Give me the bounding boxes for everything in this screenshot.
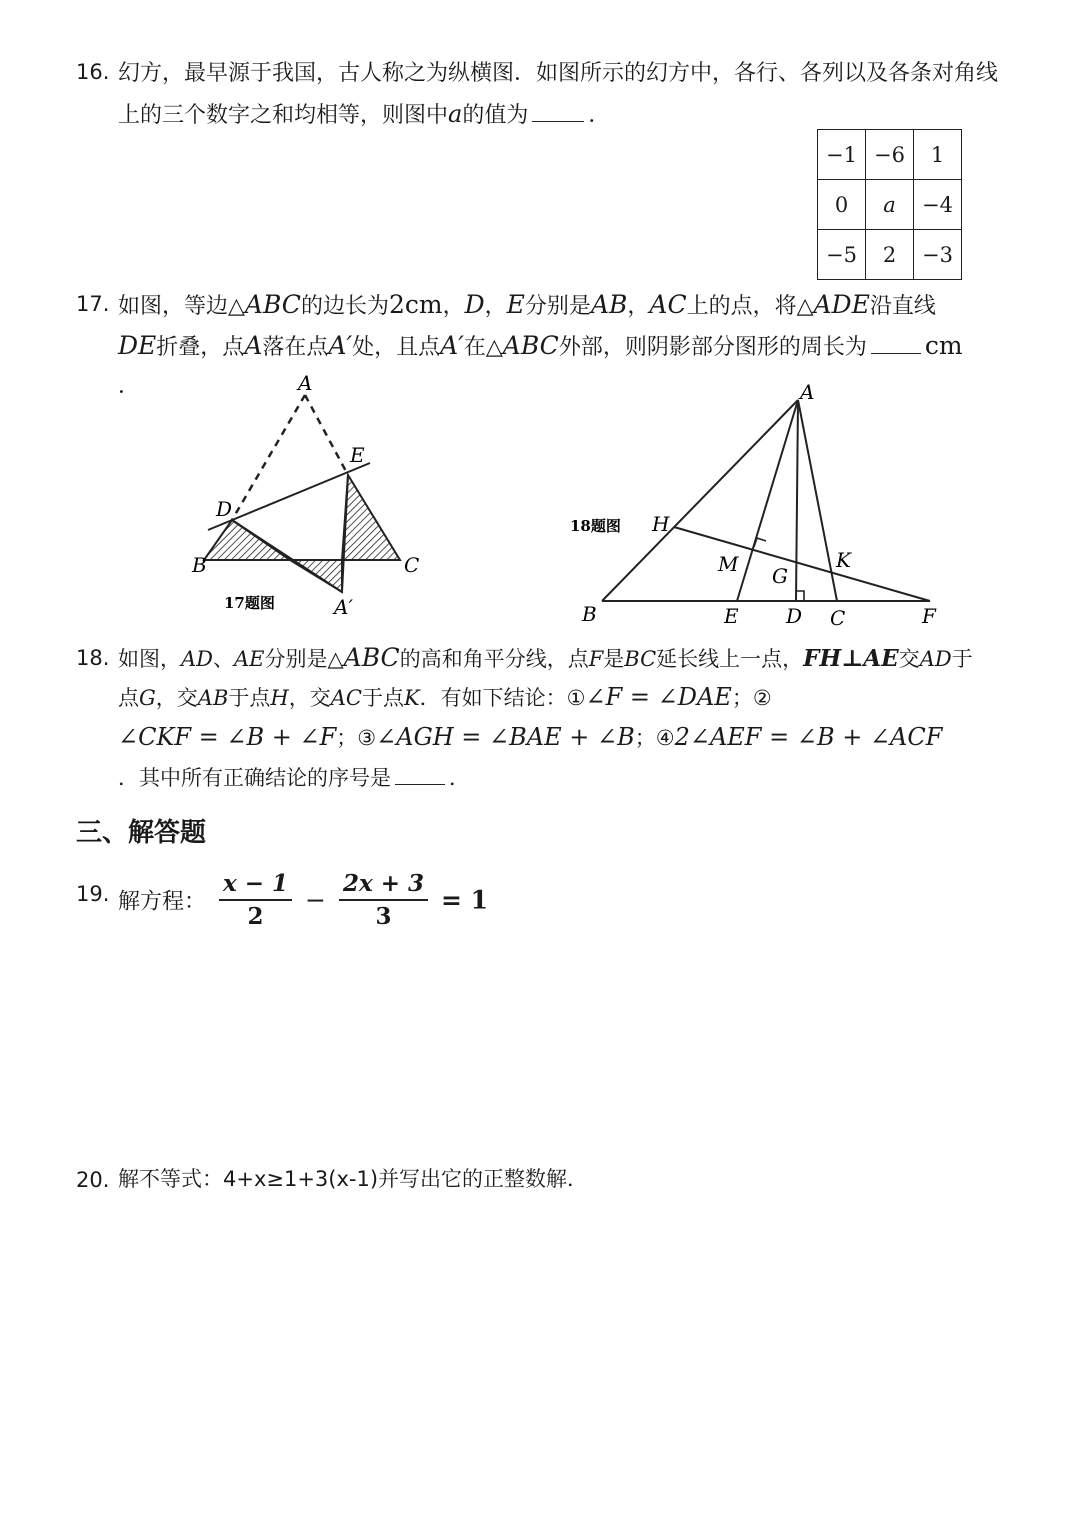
altitude-ad [796,400,798,601]
label-k: K [836,548,851,572]
label-e: E [350,443,365,467]
right-angle-mark-d [796,591,804,601]
q18-var: AC [330,686,362,710]
q18-var: AD [181,647,214,671]
magic-cell: −4 [914,180,962,230]
label-c: C [404,553,420,577]
equation-rhs: = 1 [441,885,489,915]
q17-text: ， [484,294,507,319]
label-f: F [922,604,936,628]
q17-line2 [118,325,963,368]
q18-text: 于 [951,647,973,671]
q18-math: ABC [343,643,400,672]
q17-text: 在△ [463,335,503,360]
q20-number: 20. [76,1168,110,1192]
q17-math: A [244,331,263,360]
label-e: E [724,604,739,628]
fraction-1-denominator: 2 [247,903,264,930]
q18-text: 、 [213,647,235,671]
q19-number: 19. [76,882,110,906]
q18-conclusion-4: 2∠AEF = ∠B + ∠ACF [674,723,943,751]
q18-var: BC [624,647,657,671]
figure-17 [180,370,440,620]
q18-conclusion-3: ∠AGH = ∠BAE + ∠B [376,723,635,751]
q18-var: AE [234,647,265,671]
q17-line1 [118,284,936,327]
label-h: H [652,512,670,536]
q18-line2 [118,677,772,719]
q17-math: ADE [813,290,870,319]
q18-var: AD [919,647,952,671]
q17-math: D [464,290,485,319]
label-d: D [786,604,803,628]
q18-var: K [403,686,420,710]
magic-cell: 1 [914,130,962,180]
q17-text: 处，且点 [352,335,441,360]
q18-text: ，交 [288,686,331,710]
q17-math: DE [118,331,157,360]
q18-line3 [118,717,942,759]
q18-text: ．其中所有正确结论的序号是 [118,766,391,790]
q17-number: 17. [76,292,110,316]
q18-text: 于点 [228,686,271,710]
q17-math: E [506,290,525,319]
magic-cell: −5 [818,230,866,280]
q18-line1 [118,637,973,680]
q17-text: 外部，则阴影部分图形的周长为 [558,335,867,360]
magic-cell: −6 [866,130,914,180]
label-b: B [192,553,207,577]
q16-line2 [118,94,610,136]
q18-text: 的高和角平分线，点 [399,647,589,671]
label-d: D [216,497,233,521]
q17-unit: cm [924,331,963,360]
q17-math: ABC [244,290,301,319]
q18-line4 [118,758,470,799]
magic-square [817,129,962,280]
q18-text: ；③ [336,726,377,750]
magic-cell: −1 [818,130,866,180]
q18-math: FH⊥AE [803,645,899,672]
q18-end: ． [449,766,470,790]
fraction-1-numerator: x − 1 [219,870,292,901]
q16-line2-post: 的值为 [462,103,529,128]
magic-cell: 0 [818,180,866,230]
q18-conclusion-1: ∠F = ∠DAE [585,683,732,711]
q18-text: 延长线上一点， [656,647,804,671]
q18-var: G [139,686,156,710]
fraction-2-denominator: 3 [375,903,392,930]
q17-math: AB [590,290,628,319]
q18-var: F [588,647,604,671]
label-g: G [772,564,788,588]
right-angle-mark-m [754,538,766,547]
magic-cell: −3 [914,230,962,280]
q18-text: ，交 [155,686,198,710]
q16-end: ． [588,103,611,128]
label-m: M [718,552,739,576]
q16-line1: 幻方，最早源于我国，古人称之为纵横图．如图所示的幻方中，各行、各列以及各条对角线 [118,61,999,86]
side-ac [798,400,837,601]
q17-text: 落在点 [262,335,329,360]
q17-math: A′ [440,331,464,360]
q18-text: 如图， [118,647,181,671]
label-b: B [582,602,597,626]
label-c: C [830,606,846,630]
q16-line2-pre: 上的三个数字之和均相等，则图中 [118,103,449,128]
q17-math: ABC [502,331,559,360]
q18-answer-blank [395,783,445,785]
label-a: A [298,371,313,395]
section-title: 三、解答题 [76,818,207,848]
fraction-2-numerator: 2x + 3 [339,870,428,901]
figure-18 [560,375,950,630]
q17-math: 2cm [388,290,443,319]
q20-text: 解不等式：4+x≥1+3(x-1)并写出它的正整数解． [118,1167,589,1191]
q18-number: 18. [76,646,110,670]
q18-text: 分别是△ [264,647,344,671]
magic-cell: 2 [866,230,914,280]
line-fh [674,527,930,601]
q19-equation [118,870,488,930]
fraction-1 [219,870,292,930]
minus-sign: − [305,885,326,915]
q19-prefix: 解方程： [118,889,207,915]
q18-text: 点 [118,686,139,710]
q18-var: H [270,686,289,710]
q17-answer-blank [871,352,921,354]
fraction-2 [339,870,428,930]
side-ab [602,400,798,601]
label-a-prime: A′ [334,595,353,619]
q16-number: 16. [76,60,110,84]
q17-text: 沿直线 [869,294,936,319]
q18-text: 于点 [361,686,404,710]
q18-text: 是 [603,647,625,671]
q17-math: A′ [328,331,353,360]
shaded-region-right [342,475,400,560]
q17-text: ， [442,294,465,319]
q18-conclusion-2: ∠CKF = ∠B + ∠F [118,723,337,751]
q18-text: ；② [731,686,772,710]
q17-text: 上的点，将△ [686,294,814,319]
q17-math: AC [649,290,687,319]
q17-text: 的边长为 [300,294,389,319]
q18-text: ．有如下结论：① [419,686,586,710]
q17-text: 分别是 [524,294,591,319]
figure-17-caption: 17题图 [224,594,275,612]
dashed-side-ad [232,395,305,520]
label-a: A [800,380,815,404]
figure-18-caption: 18题图 [570,517,621,535]
q17-text: ， [627,294,650,319]
q18-var: AB [197,686,229,710]
q16-var-a: a [448,100,463,128]
dashed-side-ae [305,395,348,475]
q17-text: 折叠，点 [156,335,245,360]
q17-end: ． [118,374,141,399]
magic-cell: a [866,180,914,230]
q18-text: 交 [898,647,920,671]
q17-text: 如图，等边△ [118,294,245,319]
q16-answer-blank [532,120,584,122]
q18-text: ；④ [634,726,675,750]
